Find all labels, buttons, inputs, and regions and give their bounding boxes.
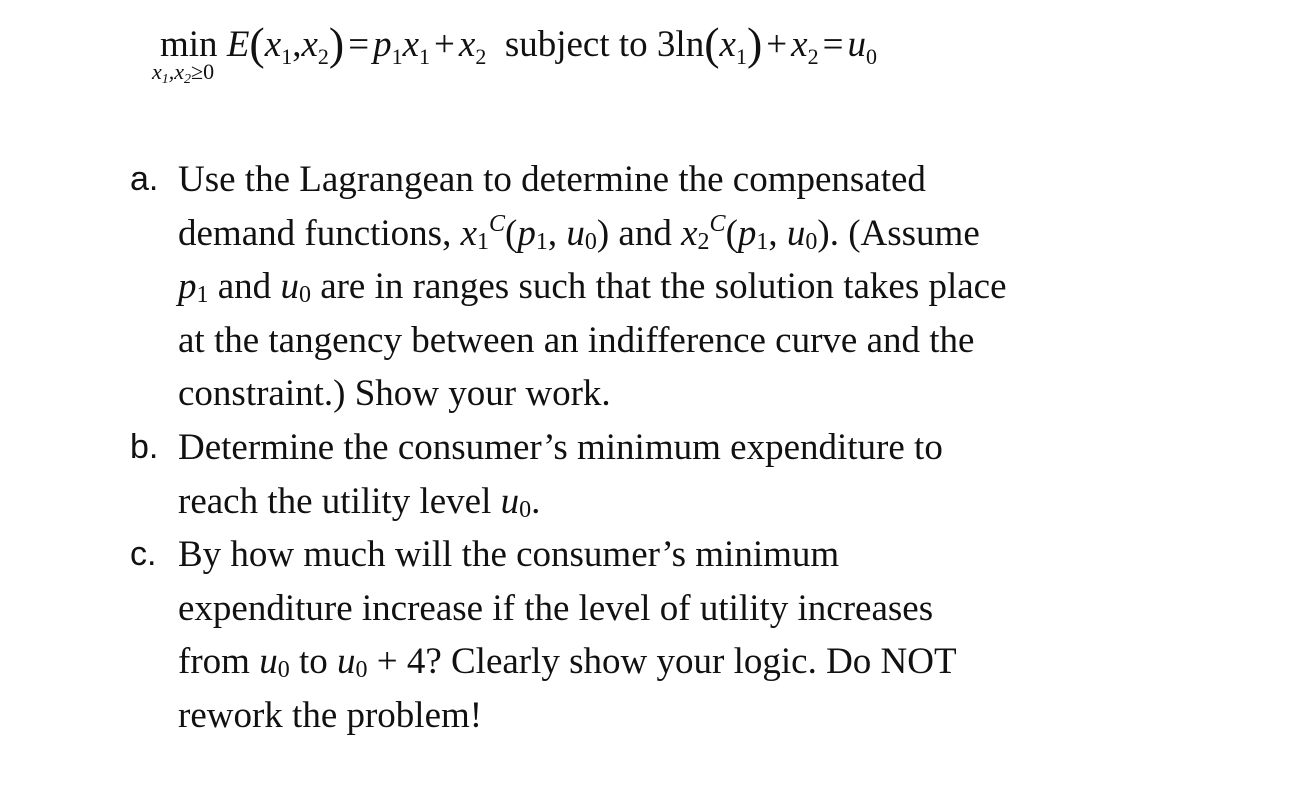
item-text-line: By how much will the consumer’s minimum xyxy=(178,534,840,576)
item-text-line: Use the Lagrangean to determine the compensated xyxy=(178,159,926,200)
item-text-line: expenditure increase if the level of utility increases xyxy=(178,587,934,629)
question-item-a xyxy=(130,153,1130,421)
question-list xyxy=(130,153,1130,743)
min-label: min xyxy=(160,24,218,65)
question-item-b xyxy=(130,421,1130,528)
item-letter: b. xyxy=(130,427,159,466)
item-text-line: p1 and u0 are in ranges such that the solution takes place xyxy=(178,266,1007,309)
min-constraint: $x_1,x_2\ge 0$ xyxy=(152,59,215,87)
function-name: E xyxy=(226,24,250,65)
item-text-line: demand functions, $x1^C(p1$, u0) and $x2^C(p1$, u0). (Assume xyxy=(178,210,980,255)
item-text-line: from u0 to u0 + 4? Clearly show your logic. Do NOT xyxy=(178,641,957,684)
item-letter: c. xyxy=(130,535,157,574)
item-text-line: reach the utility level u0. xyxy=(178,480,541,523)
item-text-line: at the tangency between an indifference curve and the xyxy=(178,319,975,361)
subject-to-label: subject to xyxy=(504,24,648,65)
min-operator xyxy=(152,19,218,87)
optimization-formula: min $x_1,x_2\ge 0$ $E(x_1,x_2) = p_1x_1 + x_2$ subject to $3\ln(x_1) + x_2 = u_0$ xyxy=(152,18,877,87)
item-text-line: rework the problem! xyxy=(178,694,483,736)
item-text-line: Determine the consumer’s minimum expenditure to xyxy=(178,426,943,468)
question-item-c xyxy=(130,528,1130,742)
item-letter: a. xyxy=(130,160,159,198)
item-text-line: constraint.) Show your work. xyxy=(178,373,611,415)
